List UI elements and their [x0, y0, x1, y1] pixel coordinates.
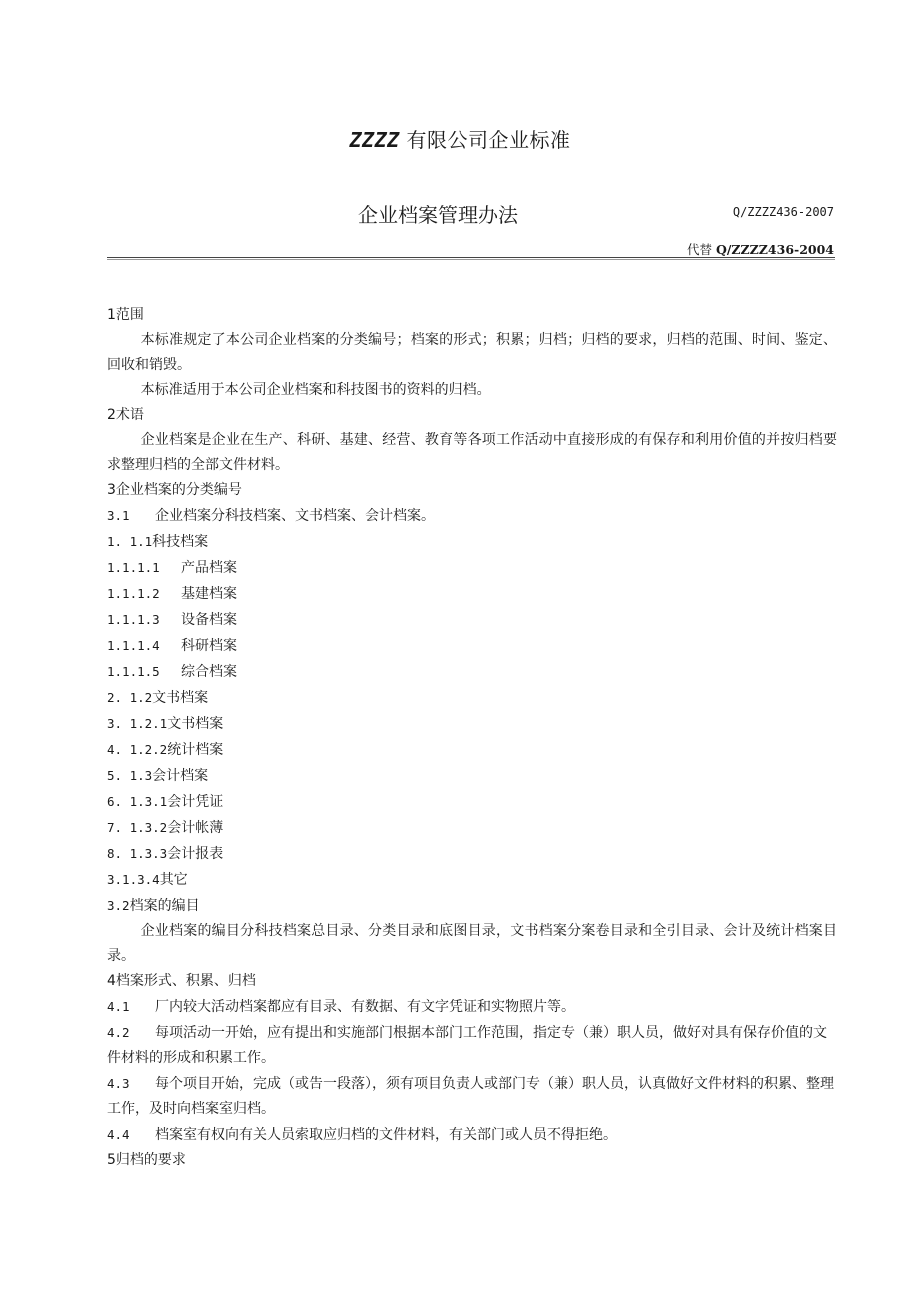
list-item [107, 841, 837, 867]
item-text: 文书档案 [167, 716, 224, 732]
item-number: 8. 1.3.3 [107, 846, 168, 861]
item-number: 7. 1.3.2 [107, 820, 168, 835]
list-item [107, 659, 837, 685]
paragraph: 企业档案的编目分科技档案总目录、分类目录和底图目录，文书档案分案卷目录和全引目录、会计及统计档案目录。 [107, 923, 837, 964]
item-number: 4. 1.2.2 [107, 742, 168, 757]
list-item [107, 867, 837, 893]
list-item [107, 789, 837, 815]
list-item [107, 529, 837, 555]
item-text: 每项活动一开始，应有提出和实施部门根据本部门工作范围，指定专（兼）职人员，做好对具有保存价值的文件材料的形成和积累工作。 [107, 1025, 827, 1066]
item-number: 5. 1.3 [107, 768, 153, 783]
document-title: 企业档案管理办法 [358, 203, 518, 227]
item-text: 会计帐薄 [167, 820, 224, 836]
item-number: 4.4 [107, 1127, 130, 1142]
item-text: 综合档案 [181, 664, 237, 680]
list-item [107, 503, 837, 529]
item-number: 3. 1.2.1 [107, 716, 168, 731]
list-item [107, 633, 837, 659]
item-number: 1.1.1.3 [107, 612, 160, 627]
item-text: 每个项目开始，完成（或告一段落），须有项目负责人或部门专（兼）职人员，认真做好文件材料的积累、整理工作，及时向档案室归档。 [107, 1076, 834, 1117]
item-text: 会计档案 [152, 768, 209, 784]
list-item [107, 994, 837, 1020]
item-text: 会计凭证 [167, 794, 224, 810]
item-text: 企业档案分科技档案、文书档案、会计档案。 [155, 508, 435, 524]
item-number: 3.1 [107, 508, 130, 523]
item-text: 设备档案 [181, 612, 237, 628]
section-heading: 1范围 [107, 307, 144, 323]
item-number: 3.1.3.4 [107, 872, 160, 887]
item-text: 厂内较大活动档案都应有目录、有数据、有文字凭证和实物照片等。 [155, 999, 575, 1015]
replaces-number: Q/ZZZZ436-2004 [715, 242, 834, 257]
replaces-standard [687, 240, 834, 258]
item-number: 4.2 [107, 1025, 130, 1040]
replaces-prefix: 代替 [686, 242, 712, 257]
standard-number: Q/ZZZZ436-2007 [732, 205, 834, 219]
section-heading: 2术语 [107, 407, 144, 423]
list-item [107, 1020, 837, 1071]
item-number: 1.1.1.2 [107, 586, 160, 601]
section-heading: 5归档的要求 [107, 1152, 186, 1168]
list-item [107, 685, 837, 711]
item-number: 3.2 [107, 898, 130, 913]
item-text: 统计档案 [167, 742, 224, 758]
item-number: 1.1.1.1 [107, 560, 160, 575]
list-item [107, 815, 837, 841]
document-body [107, 303, 837, 1173]
item-number: 4.3 [107, 1076, 130, 1091]
paragraph: 本标准适用于本公司企业档案和科技图书的资料的归档。 [140, 382, 491, 398]
list-item [107, 555, 837, 581]
company-title-rest: 有限公司企业标准 [406, 128, 571, 152]
item-text: 文书档案 [152, 690, 209, 706]
header-divider [107, 257, 835, 258]
list-item [107, 581, 837, 607]
item-text: 档案室有权向有关人员索取应归档的文件材料，有关部门或人员不得拒绝。 [155, 1127, 617, 1143]
list-item [107, 1071, 837, 1122]
item-number: 1.1.1.4 [107, 638, 160, 653]
list-item [107, 607, 837, 633]
list-item [107, 711, 837, 737]
list-item [107, 737, 837, 763]
item-number: 1.1.1.5 [107, 664, 160, 679]
list-item [107, 1122, 837, 1148]
company-code: ZZZZ [349, 128, 400, 152]
item-text: 基建档案 [181, 586, 237, 602]
list-item [107, 893, 837, 919]
item-text: 其它 [159, 872, 188, 888]
paragraph: 企业档案是企业在生产、科研、基建、经营、教育等各项工作活动中直接形成的有保存和利用价值的并按归档要求整理归档的全部文件材料。 [107, 432, 837, 473]
item-number: 1. 1.1 [107, 534, 153, 549]
item-text: 科技档案 [152, 534, 209, 550]
item-text: 档案的编目 [129, 898, 200, 914]
item-number: 6. 1.3.1 [107, 794, 168, 809]
item-text: 科研档案 [181, 638, 237, 654]
list-item [107, 763, 837, 789]
item-number: 2. 1.2 [107, 690, 153, 705]
section-heading: 3企业档案的分类编号 [107, 482, 242, 498]
header-divider-secondary [107, 259, 835, 260]
paragraph: 本标准规定了本公司企业档案的分类编号；档案的形式；积累；归档；归档的要求，归档的范围、时间、鉴定、回收和销毁。 [107, 332, 837, 373]
item-text: 产品档案 [181, 560, 237, 576]
item-text: 会计报表 [167, 846, 224, 862]
company-standard-title [0, 124, 920, 153]
item-number: 4.1 [107, 999, 130, 1014]
section-heading: 4档案形式、积累、归档 [107, 973, 256, 989]
